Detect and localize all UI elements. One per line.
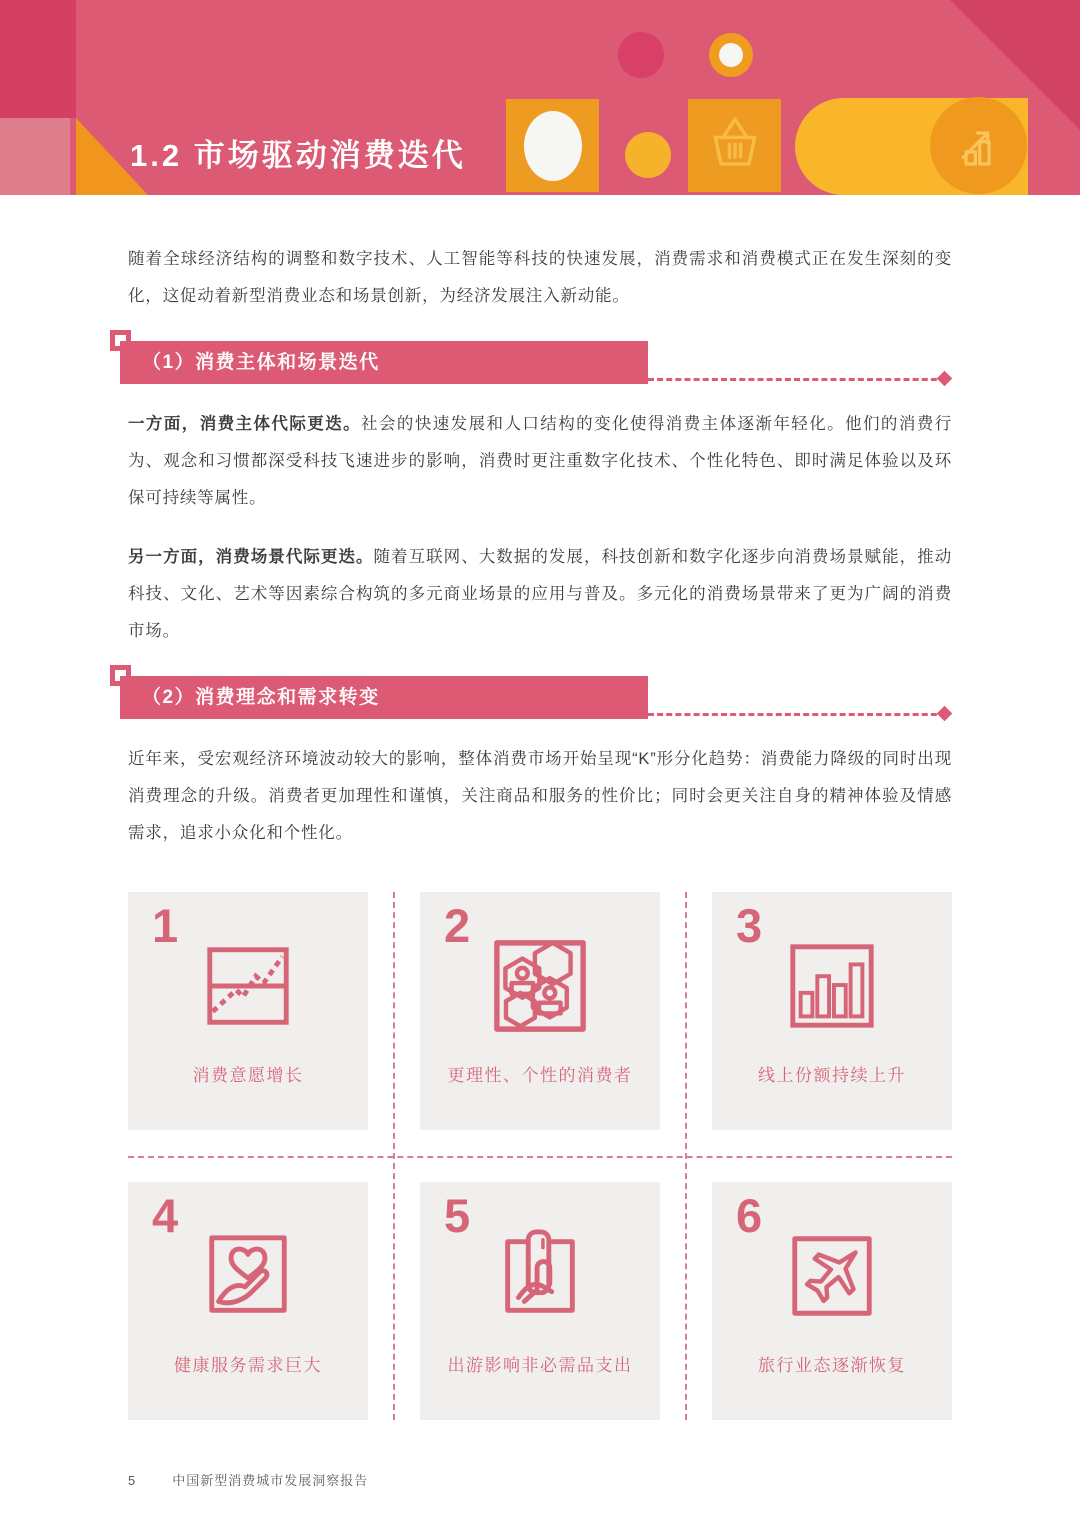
body-paragraph [128, 406, 952, 517]
airplane-icon [783, 1227, 881, 1325]
page-number: 5 [128, 1473, 137, 1488]
basket-icon [700, 108, 770, 183]
paragraph-lead: 一方面，消费主体代际更迭。 [128, 415, 362, 433]
body-paragraph [128, 741, 952, 852]
card-label: 健康服务需求巨大 [174, 1356, 322, 1375]
intro-paragraph: 随着全球经济结构的调整和数字技术、人工智能等科技的快速发展，消费需求和消费模式正在发生深刻的变化，这促动着新型消费业态和场景创新，为经济发展注入新动能。 [128, 250, 952, 305]
section-heading-bar: （1）消费主体和场景迭代 [120, 341, 648, 384]
card-number: 2 [444, 899, 471, 952]
banner-square-basket [688, 99, 781, 192]
banner-square-circle [506, 99, 599, 192]
banner-corner-dark-rect [0, 0, 76, 118]
feature-card-4 [128, 1182, 368, 1420]
page-content [0, 241, 1080, 1420]
paragraph-lead: 另一方面，消费场景代际更迭。 [128, 548, 374, 566]
page-banner [0, 0, 1080, 195]
feature-card-6 [712, 1182, 952, 1420]
body-paragraph [128, 539, 952, 650]
heart-in-hand-icon [199, 1227, 297, 1325]
trend-line-icon [199, 937, 297, 1035]
section-heading-bar: （2）消费理念和需求转变 [120, 676, 648, 719]
paragraph-body: 近年来，受宏观经济环境波动较大的影响，整体消费市场开始呈现“K”形分化趋势：消费能力降级的同时出现消费理念的升级。消费者更加理性和谨慎，关注商品和服务的性价比；同时会更关注自身的精神体验及情感需求，追求小众化和个性化。 [128, 750, 952, 842]
card-number: 4 [152, 1189, 179, 1242]
feature-card-5 [420, 1182, 660, 1420]
feature-card-3 [712, 892, 952, 1130]
page-footer [128, 1470, 1080, 1489]
banner-corner-light-rect [0, 118, 70, 195]
feature-card-1 [128, 892, 368, 1130]
heading-dashed-line [648, 713, 946, 716]
feature-card-2 [420, 892, 660, 1130]
banner-yellow-dot [625, 132, 671, 178]
feature-grid [128, 892, 952, 1420]
card-label: 更理性、个性的消费者 [447, 1066, 633, 1085]
card-number: 1 [152, 899, 179, 952]
grid-horizontal-divider [128, 1156, 952, 1158]
diamond-end-icon [937, 706, 953, 722]
page-title: 1.2 市场驱动消费迭代 [130, 138, 466, 173]
section-heading-2 [120, 676, 952, 719]
white-oval-shape [524, 111, 582, 181]
banner-pink-dot [618, 32, 664, 78]
growth-arrow-icon [930, 97, 1027, 194]
card-label: 线上份额持续上升 [758, 1066, 906, 1085]
heading-dashed-line [648, 378, 946, 381]
paragraph-body: 随着互联网、大数据的发展，科技创新和数字化逐步向消费场景赋能，推动科技、文化、艺术等因素综合构筑的多元商业场景的应用与普及。多元化的消费场景带来了更为广阔的消费市场。 [128, 548, 952, 640]
bar-chart-icon [783, 937, 881, 1035]
hexagon-consumers-icon [491, 937, 589, 1035]
card-label: 旅行业态逐渐恢复 [758, 1356, 906, 1375]
card-number: 6 [736, 1189, 763, 1242]
card-label: 消费意愿增长 [192, 1066, 304, 1085]
banner-ring-dot [709, 33, 753, 77]
card-payment-icon [491, 1227, 589, 1325]
card-number: 3 [736, 899, 763, 952]
footer-report-title: 中国新型消费城市发展洞察报告 [172, 1473, 369, 1488]
section-heading-1 [120, 341, 952, 384]
paragraph-body: 社会的快速发展和人口结构的变化使得消费主体逐渐年轻化。他们的消费行为、观念和习惯都深受科技飞速进步的影响，消费时更注重数字化技术、个性化特色、即时满足体验以及环保可持续等属性。 [128, 415, 952, 507]
card-number: 5 [444, 1189, 471, 1242]
card-label: 出游影响非必需品支出 [447, 1356, 633, 1375]
diamond-end-icon [937, 371, 953, 387]
